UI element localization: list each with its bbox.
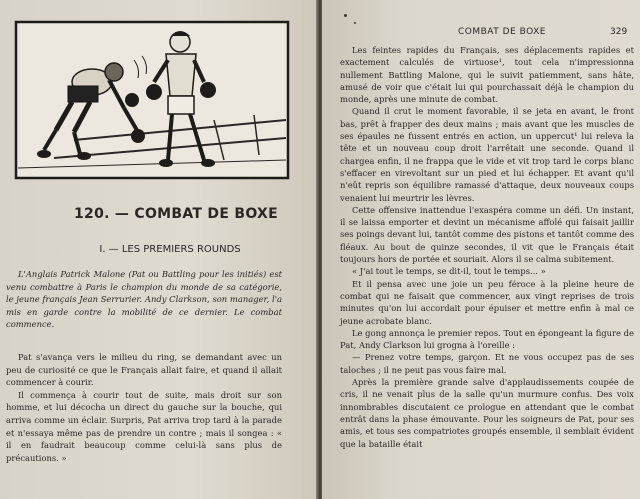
- left-body-text: [6, 268, 282, 464]
- right-body-text: [340, 44, 634, 450]
- right-paragraph-1: Les feintes rapides du Français, ses déplacements rapides et exactement calculés de virtuose¹, tout cela n'impressionna nullement Battling Malone, qui le suivit patiemment, sans hâte, amusé de voir que c'était lui qui pourchassait déjà le champion du monde, après une minute de combat.: [340, 45, 634, 105]
- right-paragraph-2: Quand il crut le moment favorable, il se jeta en avant, le front bas, prêt à frapper des deux mains ; mais avant que les muscles de ses épaules ne fussent entrés en action, un uppercut¹ lui releva la tête et un nouveau coup droit l'arrêtait une seconde. Quand il chargea enfin, il ne frappa que le vide et vit trop tard le corps blanc s'effacer en virevoltant sur un pied et lui échapper. Et avant qu'il n'eût repris son équilibre ramassé d'attaque, deux nouveaux coups venaient lui meurtrir les lèvres.: [340, 106, 634, 203]
- right-page: [322, 0, 640, 499]
- right-paragraph-4: « J'ai tout le temps, se dit-il, tout le temps... »: [352, 266, 546, 277]
- right-paragraph-7: — Prenez votre temps, garçon. Et ne vous occupez pas de ses taloches ; il ne peut pas vous faire mal.: [340, 352, 634, 375]
- section-title: I. — LES PREMIERS ROUNDS: [99, 244, 241, 255]
- intro-paragraph: L'Anglais Patrick Malone (Pat ou Battling pour les initiés) est venu combattre à Paris le champion du monde de sa catégorie, le jeune français Jean Serrurier. Andy Clarkson, son manager, l'a mis en garde contre la mobilité de ce dernier. Le combat commence.: [6, 269, 282, 330]
- left-page: [0, 0, 318, 499]
- boxers-in-ring-icon: [14, 20, 290, 180]
- running-head: COMBAT DE BOXE: [458, 27, 546, 37]
- right-paragraph-6: Le gong annonça le premier repos. Tout en épongeant la figure de Pat, Andy Clarkson lui grogna à l'oreille :: [340, 327, 634, 351]
- speck: [344, 14, 347, 17]
- chapter-title: 120. — COMBAT DE BOXE: [73, 206, 279, 222]
- right-paragraph-8: Après la première grande salve d'applaudissements coupée de cris, il ne venait plus de la salle qu'un murmure confus. Des voix innombrables discutaient ce prologue en attendant que le combat entrât dans la phase émouvante. Pour les soigneurs de Pat, pour ses amis, et tous ses compatriotes groupés ensemble, il semblait évident que la bataille était: [340, 377, 634, 449]
- page-number: 329: [610, 27, 628, 37]
- right-paragraph-3: Cette offensive inattendue l'exaspéra comme un défi. Un instant, il se laissa emporter et devint un mécanisme affolé qui faisait jaillir ses poings devant lui, tantôt comme des pistons et tantôt comme des fléaux. Au bout de quinze secondes, il vit que le Français était toujours hors de portée et souriait. Alors il se calma subitement.: [340, 204, 634, 265]
- speck: [354, 22, 356, 24]
- left-paragraph-2: Il commença à courir tout de suite, mais droit sur son homme, et lui décocha un direct du gauche sur la bouche, qui arriva comme un éclair. Surpris, Pat arriva trop tard à la parade et n'essaya même pas de prendre un contre ; mais il songea : « il en faudrait beaucoup comme celui-là sans plus de précautions. »: [6, 389, 282, 463]
- left-paragraph-1: Pat s'avança vers le milieu du ring, se demandant avec un peu de curiosité ce que le Français allait faire, et quand il allait commencer à courir.: [6, 351, 282, 388]
- right-paragraph-5: Et il pensa avec une joie un peu féroce à la pleine heure de combat qui ne faisait que commencer, aux vingt reprises de trois minutes qu'on lui accordait pour épuiser et mettre enfin à mal ce jeune acrobate blanc.: [340, 278, 634, 326]
